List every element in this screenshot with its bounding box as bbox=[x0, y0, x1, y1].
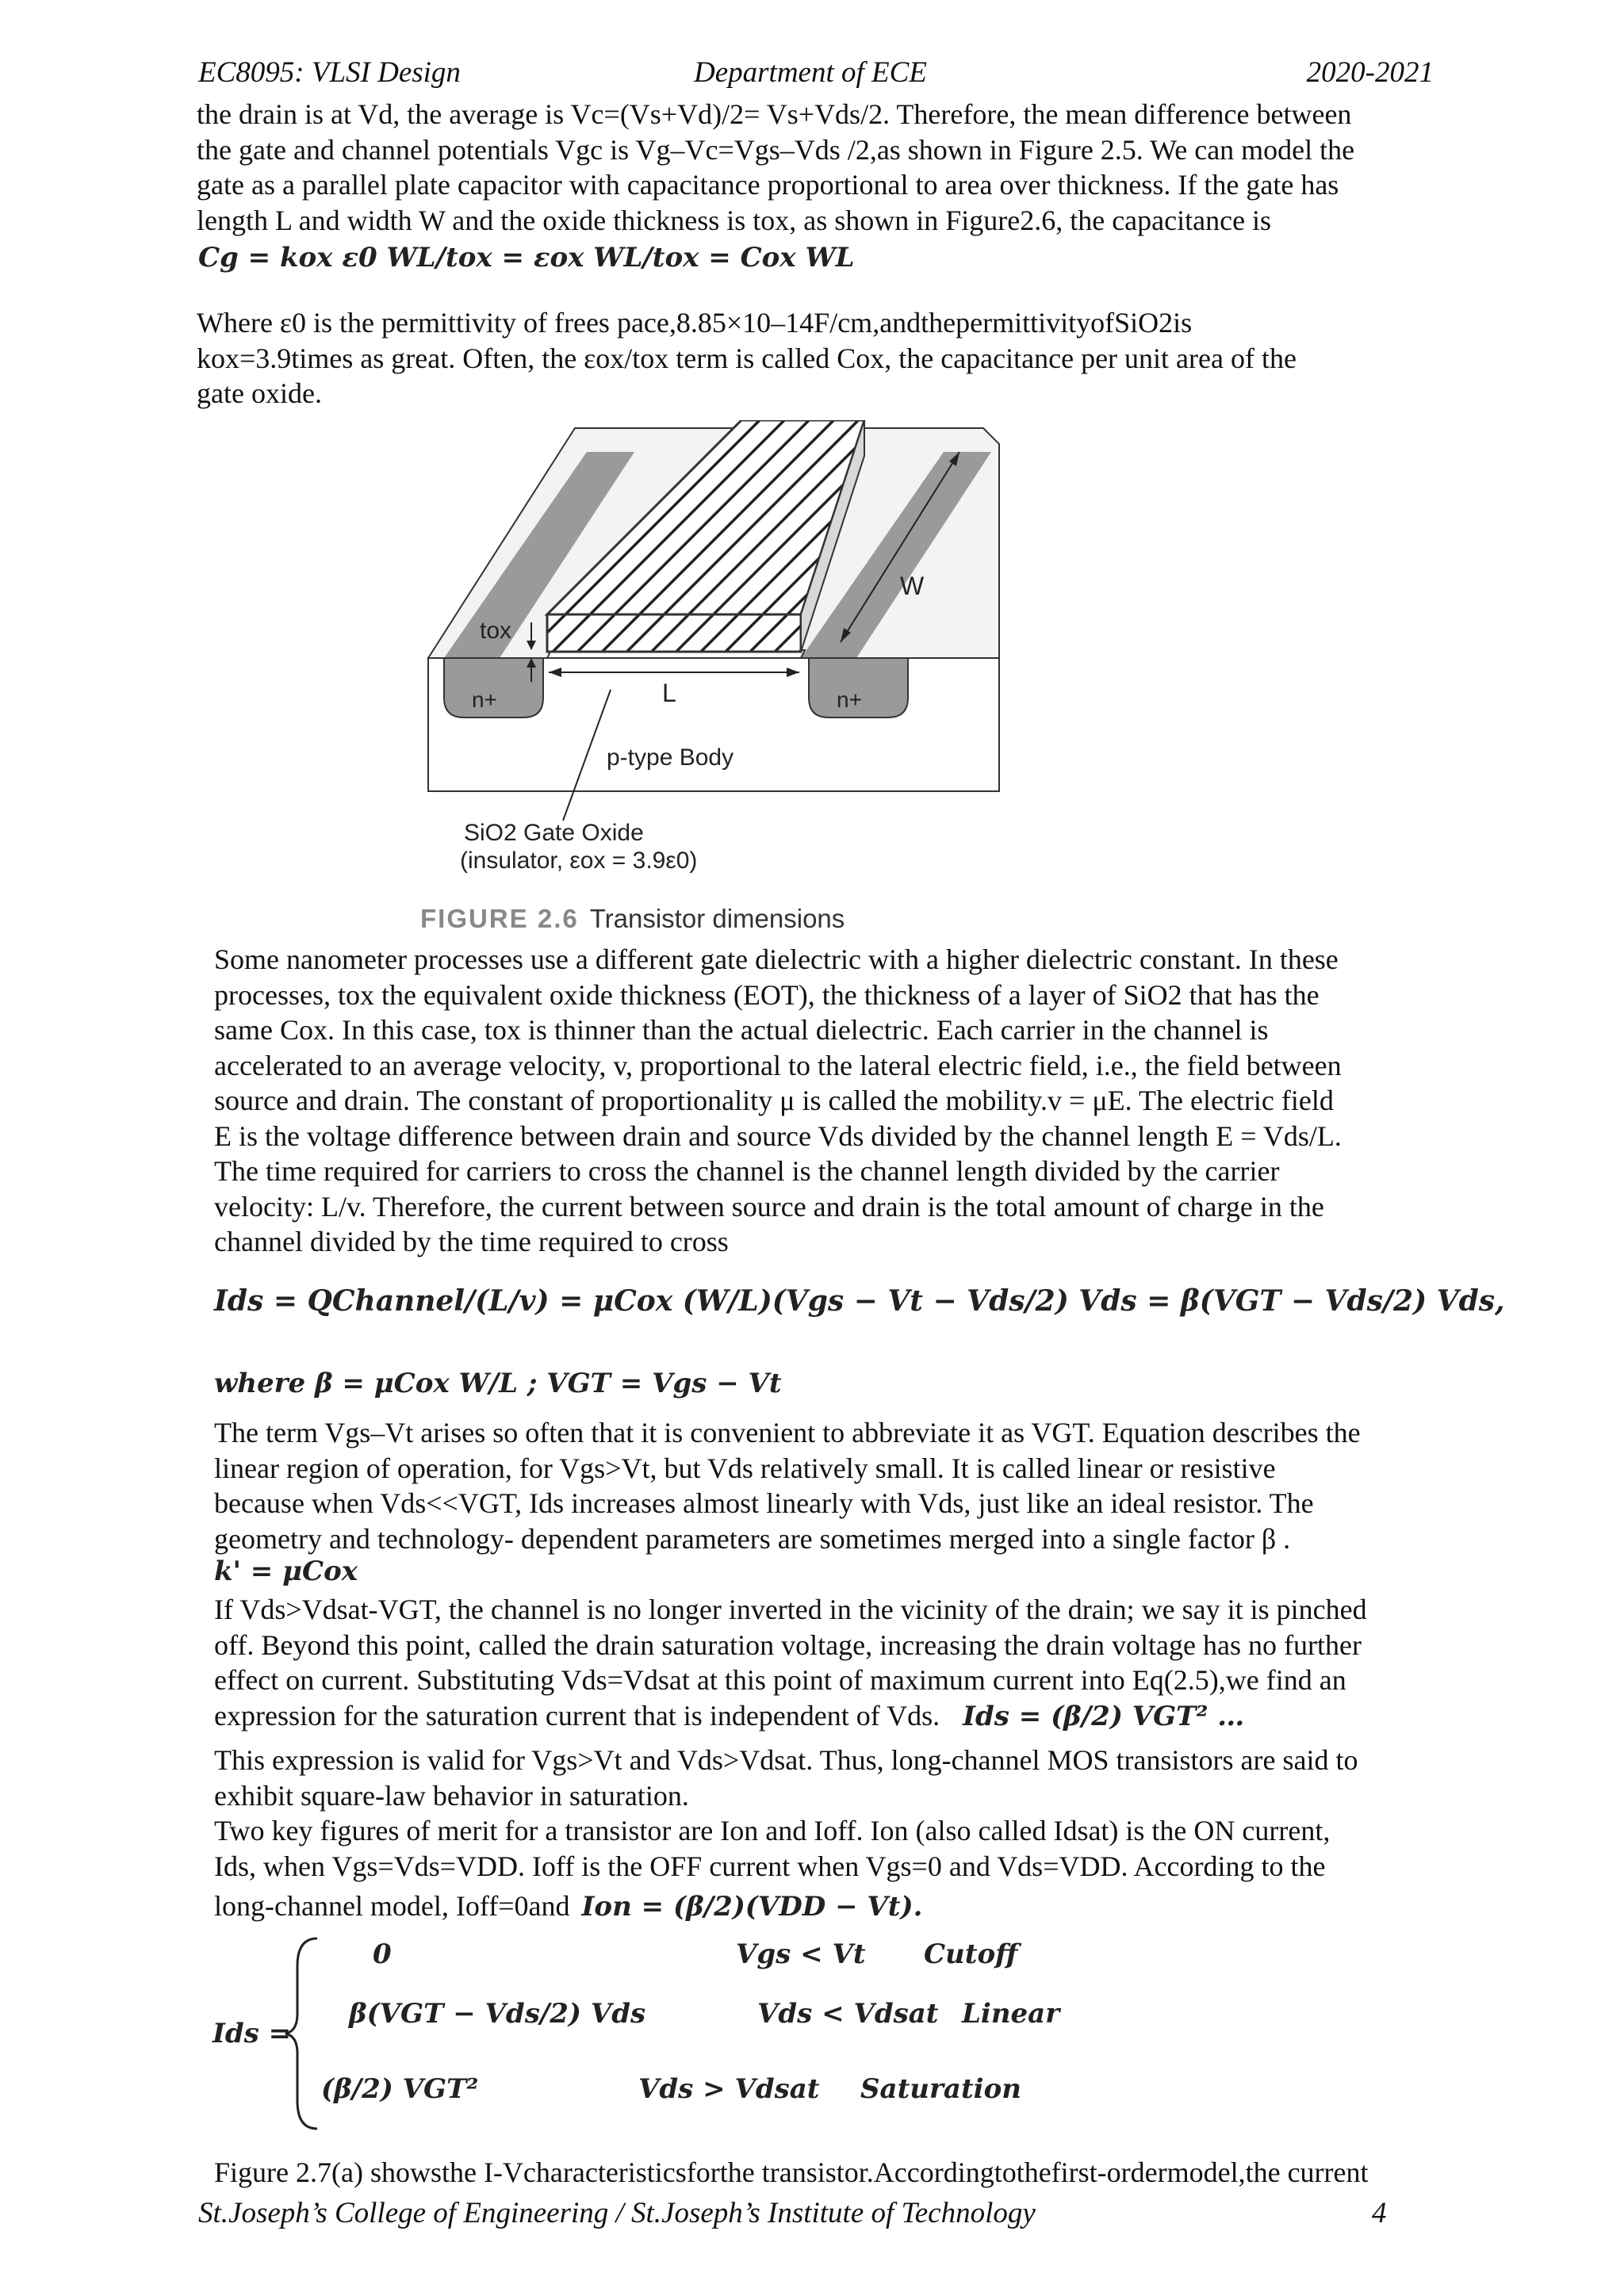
text-line: kox=3.9times as great. Often, the εox/tox term is called Cox, the capacitance per unit area of the bbox=[197, 342, 1297, 374]
piecewise-lhs: Ids = bbox=[213, 2018, 292, 2049]
text-line: Two key figures of merit for a transistor are Ion and Ioff. Ion (also called Idsat) is the ON current, bbox=[214, 1815, 1331, 1846]
text-line: This expression is valid for Vgs>Vt and Vds>Vdsat. Thus, long-channel MOS transistors are said to bbox=[214, 1744, 1358, 1776]
paragraph-5 bbox=[214, 1592, 1439, 1734]
text-line: the gate and channel potentials Vgc is Vg–Vc=Vgs–Vds /2,as shown in Figure 2.5. We can model the bbox=[197, 133, 1355, 166]
text-line: Some nanometer processes use a different gate dielectric with a higher dielectric constant. In these bbox=[214, 943, 1339, 975]
text-line: long-channel model, Ioff=0and Ion = (β/2)(VDD − Vt). bbox=[214, 1890, 923, 1923]
text-line: velocity: L/v. Therefore, the current between source and drain is the total amount of charge in the bbox=[214, 1190, 1324, 1223]
label-l: L bbox=[662, 679, 676, 707]
case1-expr: 0 bbox=[373, 1938, 392, 1970]
caption-text: Transistor dimensions bbox=[589, 904, 845, 933]
equation-beta-definition: where β = μCox W/L ; VGT = Vgs − Vt bbox=[214, 1368, 782, 1399]
equation-kprime: k' = μCox bbox=[214, 1556, 358, 1587]
paragraph-4 bbox=[214, 1415, 1439, 1556]
header-course: EC8095: VLSI Design bbox=[198, 56, 461, 89]
label-w: W bbox=[900, 572, 925, 600]
label-n-plus-right: n+ bbox=[837, 687, 862, 712]
text-line: If Vds>Vdsat-VGT, the channel is no longer inverted in the vicinity of the drain; we say it is pinched bbox=[214, 1594, 1367, 1625]
text-line: gate as a parallel plate capacitor with capacitance proportional to area over thickness. If the gate has bbox=[197, 169, 1339, 201]
equation-ids-saturation: Ids = (β/2) VGT² … bbox=[963, 1700, 1245, 1732]
text-line: same Cox. In this case, tox is thinner than the actual dielectric. Each carrier in the channel is bbox=[214, 1014, 1269, 1046]
text-line: linear region of operation, for Vgs>Vt, but Vds relatively small. It is called linear or resistive bbox=[214, 1452, 1276, 1484]
case2-expr: β(VGT − Vds/2) Vds bbox=[349, 1998, 646, 2030]
case3-condition: Vds > Vdsat bbox=[638, 2073, 820, 2105]
header-year: 2020-2021 bbox=[1306, 56, 1434, 89]
equation-ids-linear: Ids = QChannel/(L/v) = μCox (W/L)(Vgs − Vt − Vds/2) Vds = β(VGT − Vds/2) Vds, bbox=[214, 1284, 1505, 1318]
text-line: the drain is at Vd, the average is Vc=(Vs+Vd)/2= Vs+Vds/2. Therefore, the mean difference between bbox=[197, 98, 1352, 130]
label-p-type-body: p-type Body bbox=[607, 744, 734, 771]
paragraph-6 bbox=[214, 1743, 1439, 1813]
text-line: Where ε0 is the permittivity of frees pace,8.85×10–14F/cm,andthepermittivityofSiO2is bbox=[197, 307, 1193, 339]
text-line: source and drain. The constant of proportionality μ is called the mobility.v = μE. The electric field bbox=[214, 1085, 1334, 1116]
label-oxide-permittivity: (insulator, εox = 3.9ε0) bbox=[460, 848, 698, 874]
footer-institution: St.Joseph’s College of Engineering / St.Joseph’s Institute of Technology bbox=[198, 2197, 1036, 2229]
text-line: accelerated to an average velocity, v, proportional to the lateral electric field, i.e., the field between bbox=[214, 1049, 1342, 1081]
text-line: The term Vgs–Vt arises so often that it is convenient to abbreviate it as VGT. Equation describes the bbox=[214, 1417, 1361, 1448]
case1-region: Cutoff bbox=[924, 1938, 1018, 1970]
caption-number: FIGURE 2.6 bbox=[420, 904, 579, 933]
text-line: Ids, when Vgs=Vds=VDD. Ioff is the OFF current when Vgs=0 and Vds=VDD. According to the bbox=[214, 1850, 1326, 1882]
text-line: Figure 2.7(a) showsthe I-Vcharacteristicsforthe transistor.Accordingtothefirst-ordermodel,the current bbox=[214, 2156, 1369, 2188]
figure-caption bbox=[420, 904, 845, 934]
case1-condition: Vgs < Vt bbox=[736, 1938, 866, 1970]
paragraph-1 bbox=[197, 97, 1438, 238]
page-header bbox=[198, 55, 1434, 95]
paragraph-2 bbox=[197, 305, 1438, 411]
page-number: 4 bbox=[1372, 2197, 1387, 2229]
text-line: gate oxide. bbox=[197, 377, 322, 409]
text-line: off. Beyond this point, called the drain saturation voltage, increasing the drain voltage has no further bbox=[214, 1628, 1362, 1661]
text-line: The time required for carriers to cross the channel is the channel length divided by the carrier bbox=[214, 1155, 1280, 1187]
text-line: E is the voltage difference between drain and source Vds divided by the channel length E = Vds/L. bbox=[214, 1119, 1342, 1152]
header-department: Department of ECE bbox=[694, 56, 927, 89]
text-line: channel divided by the time required to cross bbox=[214, 1226, 729, 1257]
label-oxide: SiO2 Gate Oxide bbox=[464, 820, 644, 846]
equation-cg: Cg = kox ε0 WL/tox = εox WL/tox = Cox WL bbox=[198, 242, 855, 274]
text-line: length L and width W and the oxide thickness is tox, as shown in Figure2.6, the capacitance is bbox=[197, 204, 1272, 236]
case2-condition: Vds < Vdsat bbox=[757, 1998, 939, 2030]
label-n-plus-left: n+ bbox=[472, 687, 497, 712]
transistor-dimensions-figure bbox=[412, 420, 1015, 896]
case3-region: Saturation bbox=[860, 2073, 1021, 2105]
case3-expr: (β/2) VGT² bbox=[321, 2073, 479, 2105]
paragraph-8 bbox=[214, 2155, 1439, 2191]
gate-front-face bbox=[547, 614, 801, 652]
equation-ion: Ion = (β/2)(VDD − Vt). bbox=[581, 1891, 923, 1923]
text-line: expression for the saturation current that is independent of Vds. Ids = (β/2) VGT² … bbox=[214, 1699, 1245, 1732]
case2-region: Linear bbox=[962, 1998, 1060, 2030]
text-line: geometry and technology- dependent parameters are sometimes merged into a single factor β . bbox=[214, 1522, 1291, 1555]
paragraph-7 bbox=[214, 1813, 1439, 1925]
text-line: exhibit square-law behavior in saturation. bbox=[214, 1779, 689, 1812]
text-line: processes, tox the equivalent oxide thickness (EOT), the thickness of a layer of SiO2 that has the bbox=[214, 978, 1320, 1011]
label-tox: tox bbox=[480, 618, 512, 644]
text-line: because when Vds<<VGT, Ids increases almost linearly with Vds, just like an ideal resistor. The bbox=[214, 1487, 1314, 1519]
paragraph-3 bbox=[214, 942, 1439, 1260]
text-line: effect on current. Substituting Vds=Vdsat at this point of maximum current into Eq(2.5),we find an bbox=[214, 1664, 1346, 1696]
